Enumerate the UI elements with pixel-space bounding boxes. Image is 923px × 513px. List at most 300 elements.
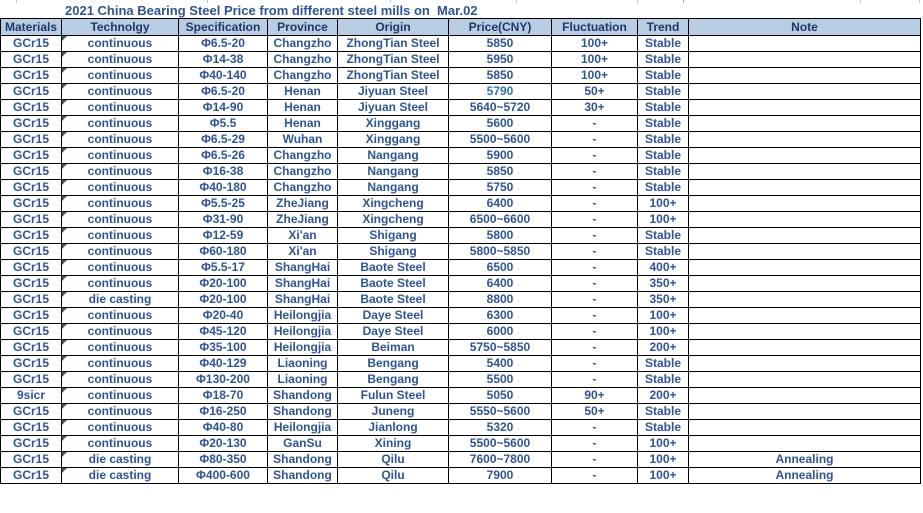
cell-technology[interactable]: continuous: [62, 148, 179, 164]
cell-trend[interactable]: Stable: [638, 164, 689, 180]
cell-trend[interactable]: 350+: [638, 292, 689, 308]
cell-technology[interactable]: continuous: [62, 52, 179, 68]
cell-fluctuation[interactable]: 100+: [552, 36, 638, 52]
cell-origin[interactable]: Xingcheng: [338, 212, 449, 228]
cell-note[interactable]: [689, 36, 921, 52]
cell-origin[interactable]: Qilu: [338, 468, 449, 484]
cell-price[interactable]: 5850: [449, 68, 552, 84]
cell-trend[interactable]: Stable: [638, 372, 689, 388]
table-row: [1, 228, 921, 244]
cell-specification[interactable]: Φ12-59: [179, 228, 268, 244]
table-row: [1, 244, 921, 260]
cell-province[interactable]: Shandong: [268, 468, 338, 484]
cell-province[interactable]: Changzho: [268, 52, 338, 68]
cell-origin[interactable]: Nangang: [338, 180, 449, 196]
cell-note[interactable]: [689, 196, 921, 212]
cell-price[interactable]: 5500~5600: [449, 436, 552, 452]
cell-province[interactable]: Henan: [268, 100, 338, 116]
cell-note[interactable]: [689, 100, 921, 116]
cell-price[interactable]: 5750~5850: [449, 340, 552, 356]
cell-specification[interactable]: Φ6.5-26: [179, 148, 268, 164]
cell-technology[interactable]: continuous: [62, 116, 179, 132]
cell-note[interactable]: [689, 116, 921, 132]
cell-technology[interactable]: continuous: [62, 36, 179, 52]
cell-specification[interactable]: Φ130-200: [179, 372, 268, 388]
cell-trend[interactable]: Stable: [638, 52, 689, 68]
green-triangle-indicator: [62, 276, 67, 281]
cell-note[interactable]: [689, 388, 921, 404]
page-title: 2021 China Bearing Steel Price from different steel mills on Mar.02: [65, 3, 478, 18]
cell-origin[interactable]: ZhongTian Steel: [338, 52, 449, 68]
cell-fluctuation[interactable]: -: [552, 436, 638, 452]
cell-note[interactable]: [689, 292, 921, 308]
green-triangle-indicator: [62, 340, 67, 345]
cell-origin[interactable]: Bengang: [338, 372, 449, 388]
cell-origin[interactable]: Baote Steel: [338, 276, 449, 292]
cell-price[interactable]: 5050: [449, 388, 552, 404]
cell-specification[interactable]: Φ6.5-20: [179, 84, 268, 100]
cell-technology[interactable]: continuous: [62, 324, 179, 340]
green-triangle-indicator: [62, 36, 67, 41]
cell-price[interactable]: 6400: [449, 276, 552, 292]
cell-origin[interactable]: Daye Steel: [338, 324, 449, 340]
cell-technology[interactable]: continuous: [62, 100, 179, 116]
cell-fluctuation[interactable]: -: [552, 452, 638, 468]
cell-origin[interactable]: Bengang: [338, 356, 449, 372]
cell-specification[interactable]: Φ80-350: [179, 452, 268, 468]
cell-trend[interactable]: 100+: [638, 468, 689, 484]
cell-fluctuation[interactable]: 100+: [552, 52, 638, 68]
cell-materials[interactable]: GCr15: [1, 356, 62, 372]
cell-fluctuation[interactable]: -: [552, 132, 638, 148]
title-cell[interactable]: [0, 3, 920, 18]
cell-origin[interactable]: Xining: [338, 436, 449, 452]
cell-technology[interactable]: continuous: [62, 164, 179, 180]
cell-price[interactable]: 6500~6600: [449, 212, 552, 228]
column-header-trend[interactable]: Trend: [638, 19, 689, 36]
cell-trend[interactable]: 200+: [638, 388, 689, 404]
cell-note[interactable]: [689, 68, 921, 84]
cell-province[interactable]: Changzho: [268, 148, 338, 164]
table-row: [1, 180, 921, 196]
cell-technology[interactable]: die casting: [62, 452, 179, 468]
cell-province[interactable]: Heilongjia: [268, 308, 338, 324]
cell-specification[interactable]: Φ18-70: [179, 388, 268, 404]
cell-trend[interactable]: 400+: [638, 260, 689, 276]
cell-technology[interactable]: continuous: [62, 132, 179, 148]
table-row: [1, 132, 921, 148]
cell-price[interactable]: 5800: [449, 228, 552, 244]
cell-price[interactable]: 5850: [449, 164, 552, 180]
cell-technology[interactable]: continuous: [62, 260, 179, 276]
cell-specification[interactable]: Φ45-120: [179, 324, 268, 340]
cell-trend[interactable]: 100+: [638, 452, 689, 468]
green-triangle-indicator: [62, 84, 67, 89]
cell-technology[interactable]: die casting: [62, 292, 179, 308]
cell-specification[interactable]: Φ5.5-25: [179, 196, 268, 212]
cell-technology[interactable]: continuous: [62, 244, 179, 260]
cell-materials[interactable]: GCr15: [1, 308, 62, 324]
cell-specification[interactable]: Φ40-80: [179, 420, 268, 436]
cell-fluctuation[interactable]: -: [552, 372, 638, 388]
cell-technology[interactable]: continuous: [62, 276, 179, 292]
cell-fluctuation[interactable]: -: [552, 180, 638, 196]
cell-materials[interactable]: GCr15: [1, 276, 62, 292]
cell-fluctuation[interactable]: -: [552, 356, 638, 372]
cell-trend[interactable]: 100+: [638, 196, 689, 212]
cell-province[interactable]: Xi'an: [268, 228, 338, 244]
column-header-materials[interactable]: Materials: [1, 19, 62, 36]
cell-price[interactable]: 5600: [449, 116, 552, 132]
cell-materials[interactable]: GCr15: [1, 260, 62, 276]
price-table: [0, 18, 921, 484]
cell-fluctuation[interactable]: -: [552, 420, 638, 436]
cell-materials[interactable]: GCr15: [1, 324, 62, 340]
cell-price[interactable]: 5950: [449, 52, 552, 68]
cell-note[interactable]: [689, 84, 921, 100]
cell-note[interactable]: [689, 212, 921, 228]
cell-fluctuation[interactable]: -: [552, 292, 638, 308]
cell-trend[interactable]: 100+: [638, 308, 689, 324]
cell-materials[interactable]: GCr15: [1, 452, 62, 468]
cell-fluctuation[interactable]: -: [552, 164, 638, 180]
cell-trend[interactable]: Stable: [638, 244, 689, 260]
cell-fluctuation[interactable]: -: [552, 308, 638, 324]
cell-fluctuation[interactable]: 90+: [552, 388, 638, 404]
cell-materials[interactable]: GCr15: [1, 292, 62, 308]
cell-materials[interactable]: GCr15: [1, 84, 62, 100]
cell-specification[interactable]: Φ14-38: [179, 52, 268, 68]
cell-province[interactable]: Shandong: [268, 452, 338, 468]
cell-price[interactable]: 7900: [449, 468, 552, 484]
cell-materials[interactable]: GCr15: [1, 228, 62, 244]
cell-fluctuation[interactable]: -: [552, 340, 638, 356]
cell-origin[interactable]: Nangang: [338, 148, 449, 164]
cell-province[interactable]: ShangHai: [268, 260, 338, 276]
cell-specification[interactable]: Φ5.5-17: [179, 260, 268, 276]
column-header-note[interactable]: Note: [689, 19, 921, 36]
cell-materials[interactable]: GCr15: [1, 164, 62, 180]
cell-materials[interactable]: GCr15: [1, 100, 62, 116]
cell-trend[interactable]: Stable: [638, 100, 689, 116]
cell-note[interactable]: [689, 244, 921, 260]
cell-note[interactable]: Annealing: [689, 468, 921, 484]
cell-province[interactable]: Changzho: [268, 68, 338, 84]
cell-technology[interactable]: continuous: [62, 436, 179, 452]
cell-price[interactable]: 5550~5600: [449, 404, 552, 420]
cell-specification[interactable]: Φ31-90: [179, 212, 268, 228]
cell-price[interactable]: 5320: [449, 420, 552, 436]
table-row: [1, 420, 921, 436]
cell-origin[interactable]: ZhongTian Steel: [338, 36, 449, 52]
table-row: [1, 52, 921, 68]
cell-specification[interactable]: Φ20-100: [179, 276, 268, 292]
cell-price[interactable]: 5640~5720: [449, 100, 552, 116]
cell-province[interactable]: Heilongjia: [268, 324, 338, 340]
cell-trend[interactable]: Stable: [638, 148, 689, 164]
cell-price[interactable]: 6300: [449, 308, 552, 324]
cell-fluctuation[interactable]: -: [552, 196, 638, 212]
cell-price[interactable]: 7600~7800: [449, 452, 552, 468]
table-row: [1, 260, 921, 276]
cell-origin[interactable]: Fulun Steel: [338, 388, 449, 404]
cell-technology[interactable]: continuous: [62, 68, 179, 84]
cell-technology[interactable]: continuous: [62, 196, 179, 212]
cell-specification[interactable]: Φ60-180: [179, 244, 268, 260]
cell-origin[interactable]: Jiyuan Steel: [338, 84, 449, 100]
cell-specification[interactable]: Φ6.5-20: [179, 36, 268, 52]
cell-note[interactable]: [689, 404, 921, 420]
cell-specification[interactable]: Φ35-100: [179, 340, 268, 356]
cell-fluctuation[interactable]: 50+: [552, 404, 638, 420]
cell-note[interactable]: Annealing: [689, 452, 921, 468]
cell-fluctuation[interactable]: 100+: [552, 68, 638, 84]
table-row: [1, 404, 921, 420]
cell-technology[interactable]: continuous: [62, 212, 179, 228]
cell-note[interactable]: [689, 260, 921, 276]
cell-fluctuation[interactable]: -: [552, 260, 638, 276]
cell-technology[interactable]: continuous: [62, 340, 179, 356]
cell-origin[interactable]: Xinggang: [338, 116, 449, 132]
table-row: [1, 388, 921, 404]
cell-note[interactable]: [689, 164, 921, 180]
cell-materials[interactable]: GCr15: [1, 132, 62, 148]
table-row: [1, 340, 921, 356]
cell-origin[interactable]: Beiman: [338, 340, 449, 356]
table-row: [1, 212, 921, 228]
table-row: [1, 436, 921, 452]
cell-materials[interactable]: GCr15: [1, 212, 62, 228]
cell-materials[interactable]: GCr15: [1, 52, 62, 68]
green-triangle-indicator: [62, 356, 67, 361]
cell-province[interactable]: Henan: [268, 116, 338, 132]
green-triangle-indicator: [62, 164, 67, 169]
cell-materials[interactable]: GCr15: [1, 436, 62, 452]
green-triangle-indicator: [62, 436, 67, 441]
cell-price[interactable]: 6500: [449, 260, 552, 276]
cell-province[interactable]: Heilongjia: [268, 420, 338, 436]
cell-trend[interactable]: Stable: [638, 68, 689, 84]
cell-price[interactable]: 6400: [449, 196, 552, 212]
cell-fluctuation[interactable]: -: [552, 276, 638, 292]
cell-trend[interactable]: Stable: [638, 116, 689, 132]
cell-province[interactable]: ShangHai: [268, 276, 338, 292]
cell-materials[interactable]: GCr15: [1, 36, 62, 52]
cell-specification[interactable]: Φ16-250: [179, 404, 268, 420]
cell-province[interactable]: GanSu: [268, 436, 338, 452]
cell-note[interactable]: [689, 356, 921, 372]
cell-province[interactable]: Wuhan: [268, 132, 338, 148]
cell-materials[interactable]: GCr15: [1, 468, 62, 484]
cell-origin[interactable]: Xingcheng: [338, 196, 449, 212]
cell-specification[interactable]: Φ16-38: [179, 164, 268, 180]
column-header-fluctuation[interactable]: Fluctuation: [552, 19, 638, 36]
cell-fluctuation[interactable]: -: [552, 468, 638, 484]
cell-specification[interactable]: Φ20-40: [179, 308, 268, 324]
cell-fluctuation[interactable]: -: [552, 244, 638, 260]
cell-specification[interactable]: Φ40-140: [179, 68, 268, 84]
cell-materials[interactable]: GCr15: [1, 404, 62, 420]
cell-province[interactable]: Changzho: [268, 180, 338, 196]
cell-materials[interactable]: GCr15: [1, 196, 62, 212]
cell-price[interactable]: 5500: [449, 372, 552, 388]
cell-province[interactable]: Heilongjia: [268, 340, 338, 356]
cell-origin[interactable]: Juneng: [338, 404, 449, 420]
green-triangle-indicator: [62, 196, 67, 201]
cell-note[interactable]: [689, 52, 921, 68]
column-header-price[interactable]: Price(CNY): [449, 19, 552, 36]
cell-price[interactable]: 5750: [449, 180, 552, 196]
cell-trend[interactable]: 200+: [638, 340, 689, 356]
cell-trend[interactable]: Stable: [638, 84, 689, 100]
green-triangle-indicator: [62, 420, 67, 425]
cell-materials[interactable]: GCr15: [1, 148, 62, 164]
cell-specification[interactable]: Φ6.5-29: [179, 132, 268, 148]
table-row: [1, 324, 921, 340]
cell-trend[interactable]: Stable: [638, 36, 689, 52]
cell-materials[interactable]: GCr15: [1, 116, 62, 132]
cell-origin[interactable]: Daye Steel: [338, 308, 449, 324]
table-row: [1, 100, 921, 116]
cell-trend[interactable]: 100+: [638, 212, 689, 228]
green-triangle-indicator: [62, 324, 67, 329]
cell-province[interactable]: ShangHai: [268, 292, 338, 308]
column-header-origin[interactable]: Origin: [338, 19, 449, 36]
cell-fluctuation[interactable]: -: [552, 148, 638, 164]
green-triangle-indicator: [62, 404, 67, 409]
cell-origin[interactable]: Jiyuan Steel: [338, 100, 449, 116]
table-body: [1, 36, 921, 484]
cell-province[interactable]: Liaoning: [268, 356, 338, 372]
cell-province[interactable]: Liaoning: [268, 372, 338, 388]
cell-note[interactable]: [689, 228, 921, 244]
cell-specification[interactable]: Φ5.5: [179, 116, 268, 132]
cell-note[interactable]: [689, 420, 921, 436]
column-header-province[interactable]: Province: [268, 19, 338, 36]
cell-note[interactable]: [689, 436, 921, 452]
cell-trend[interactable]: Stable: [638, 132, 689, 148]
cell-note[interactable]: [689, 276, 921, 292]
cell-technology[interactable]: continuous: [62, 228, 179, 244]
cell-technology[interactable]: die casting: [62, 468, 179, 484]
cell-technology[interactable]: continuous: [62, 404, 179, 420]
cell-province[interactable]: Shandong: [268, 404, 338, 420]
cell-materials[interactable]: GCr15: [1, 244, 62, 260]
cell-technology[interactable]: continuous: [62, 388, 179, 404]
cell-note[interactable]: [689, 340, 921, 356]
cell-fluctuation[interactable]: -: [552, 324, 638, 340]
column-header-specification[interactable]: Specification: [179, 19, 268, 36]
cell-price[interactable]: 5790: [449, 84, 552, 100]
cell-price[interactable]: 5800~5850: [449, 244, 552, 260]
table-row: [1, 468, 921, 484]
cell-specification[interactable]: Φ20-130: [179, 436, 268, 452]
table-row: [1, 84, 921, 100]
cell-origin[interactable]: Shigang: [338, 244, 449, 260]
cell-province[interactable]: Xi'an: [268, 244, 338, 260]
cell-note[interactable]: [689, 324, 921, 340]
cell-origin[interactable]: Shigang: [338, 228, 449, 244]
cell-origin[interactable]: Qilu: [338, 452, 449, 468]
cell-note[interactable]: [689, 148, 921, 164]
cell-materials[interactable]: GCr15: [1, 68, 62, 84]
cell-trend[interactable]: Stable: [638, 404, 689, 420]
column-header-technology[interactable]: Technolgy: [62, 19, 179, 36]
cell-technology[interactable]: continuous: [62, 372, 179, 388]
cell-technology[interactable]: continuous: [62, 308, 179, 324]
cell-province[interactable]: Changzho: [268, 36, 338, 52]
cell-trend[interactable]: 350+: [638, 276, 689, 292]
table-row: [1, 68, 921, 84]
cell-price[interactable]: 5500~5600: [449, 132, 552, 148]
cell-origin[interactable]: Jianlong: [338, 420, 449, 436]
cell-province[interactable]: Shandong: [268, 388, 338, 404]
cell-fluctuation[interactable]: -: [552, 228, 638, 244]
cell-origin[interactable]: Baote Steel: [338, 292, 449, 308]
table-row: [1, 292, 921, 308]
cell-fluctuation[interactable]: -: [552, 116, 638, 132]
cell-specification[interactable]: Φ40-180: [179, 180, 268, 196]
cell-specification[interactable]: Φ400-600: [179, 468, 268, 484]
cell-price[interactable]: 6000: [449, 324, 552, 340]
cell-price[interactable]: 5850: [449, 36, 552, 52]
cell-trend[interactable]: 100+: [638, 324, 689, 340]
cell-price[interactable]: 8800: [449, 292, 552, 308]
cell-origin[interactable]: Nangang: [338, 164, 449, 180]
cell-price[interactable]: 5400: [449, 356, 552, 372]
cell-fluctuation[interactable]: 50+: [552, 84, 638, 100]
cell-province[interactable]: Changzho: [268, 164, 338, 180]
cell-trend[interactable]: 100+: [638, 436, 689, 452]
cell-fluctuation[interactable]: -: [552, 212, 638, 228]
cell-technology[interactable]: continuous: [62, 180, 179, 196]
cell-specification[interactable]: Φ40-129: [179, 356, 268, 372]
table-row: [1, 452, 921, 468]
green-triangle-indicator: [62, 244, 67, 249]
cell-trend[interactable]: Stable: [638, 180, 689, 196]
cell-materials[interactable]: GCr15: [1, 180, 62, 196]
cell-note[interactable]: [689, 180, 921, 196]
cell-origin[interactable]: ZhongTian Steel: [338, 68, 449, 84]
cell-technology[interactable]: continuous: [62, 84, 179, 100]
cell-materials[interactable]: GCr15: [1, 372, 62, 388]
table-row: [1, 196, 921, 212]
cell-note[interactable]: [689, 372, 921, 388]
cell-province[interactable]: Henan: [268, 84, 338, 100]
cell-price[interactable]: 5900: [449, 148, 552, 164]
cell-trend[interactable]: Stable: [638, 356, 689, 372]
cell-origin[interactable]: Baote Steel: [338, 260, 449, 276]
cell-trend[interactable]: Stable: [638, 420, 689, 436]
cell-fluctuation[interactable]: 30+: [552, 100, 638, 116]
cell-note[interactable]: [689, 132, 921, 148]
cell-province[interactable]: ZheJiang: [268, 196, 338, 212]
cell-province[interactable]: ZheJiang: [268, 212, 338, 228]
cell-specification[interactable]: Φ14-90: [179, 100, 268, 116]
cell-materials[interactable]: 9sicr: [1, 388, 62, 404]
cell-technology[interactable]: continuous: [62, 356, 179, 372]
header-row: [1, 19, 921, 36]
cell-origin[interactable]: Xinggang: [338, 132, 449, 148]
cell-materials[interactable]: GCr15: [1, 340, 62, 356]
green-triangle-indicator: [62, 372, 67, 377]
cell-specification[interactable]: Φ20-100: [179, 292, 268, 308]
cell-technology[interactable]: continuous: [62, 420, 179, 436]
cell-trend[interactable]: Stable: [638, 228, 689, 244]
cell-note[interactable]: [689, 308, 921, 324]
green-triangle-indicator: [62, 148, 67, 153]
cell-materials[interactable]: GCr15: [1, 420, 62, 436]
